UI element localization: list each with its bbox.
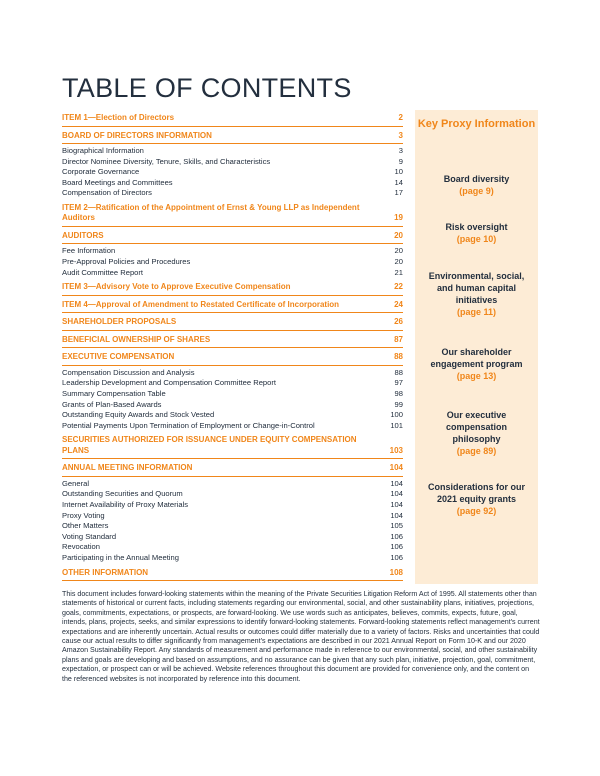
toc-entry-page: 17	[394, 188, 403, 198]
toc-section-title: SHAREHOLDER PROPOSALS	[62, 317, 177, 327]
toc-section	[62, 463, 403, 563]
toc-entry[interactable]	[62, 511, 403, 522]
sidebar-item-label: Our executive compensation philosophy	[445, 410, 507, 444]
sidebar-item-label: Our shareholder engagement program	[430, 347, 523, 369]
toc-section	[62, 317, 403, 331]
toc-section	[62, 568, 403, 582]
table-of-contents	[62, 113, 403, 585]
toc-entry[interactable]	[62, 421, 403, 432]
toc-section-title: ANNUAL MEETING INFORMATION	[62, 463, 193, 473]
toc-entry-page: 88	[394, 367, 403, 377]
key-proxy-sidebar	[415, 110, 538, 584]
toc-section	[62, 131, 403, 199]
sidebar-item-page: (page 89)	[456, 446, 497, 456]
toc-section-page: 108	[389, 567, 403, 577]
toc-section	[62, 113, 403, 127]
toc-section-title: OTHER INFORMATION	[62, 567, 149, 577]
toc-section-heading[interactable]	[62, 300, 403, 314]
toc-entry-page: 20	[394, 257, 403, 267]
toc-entry-page: 104	[390, 510, 403, 520]
sidebar-item-label: Considerations for our 2021 equity grants	[427, 482, 525, 504]
toc-entry-label: Fee Information	[62, 246, 116, 256]
toc-entry[interactable]	[62, 178, 403, 189]
page-title: TABLE OF CONTENTS	[62, 73, 352, 103]
toc-section-heading[interactable]	[62, 317, 403, 331]
toc-entry-label: Internet Availability of Proxy Materials	[62, 500, 189, 509]
toc-entry[interactable]	[62, 268, 403, 279]
toc-entry[interactable]	[62, 410, 403, 421]
toc-section-heading[interactable]	[62, 463, 403, 477]
toc-section-title: SECURITIES AUTHORIZED FOR ISSUANCE UNDER EQUITY COMPENSATION PLANS	[62, 435, 357, 455]
sidebar-item-label: Board diversity	[443, 174, 510, 184]
toc-section-title: ITEM 4—Approval of Amendment to Restated Certificate of Incorporation	[62, 299, 340, 309]
toc-section-page: 19	[394, 213, 403, 223]
toc-entry-page: 105	[390, 521, 403, 531]
toc-entry[interactable]	[62, 146, 403, 157]
toc-section-page: 104	[389, 463, 403, 473]
toc-section	[62, 335, 403, 349]
toc-entry-label: Outstanding Equity Awards and Stock Vested	[62, 410, 215, 420]
toc-entry-page: 104	[390, 489, 403, 499]
toc-entry[interactable]	[62, 368, 403, 379]
sidebar-item-page: (page 9)	[459, 186, 494, 196]
toc-entry[interactable]	[62, 500, 403, 511]
toc-entry[interactable]	[62, 188, 403, 199]
toc-entry[interactable]	[62, 532, 403, 543]
sidebar-item-label: Risk oversight	[445, 222, 508, 232]
toc-entry[interactable]	[62, 389, 403, 400]
toc-entry-label: Audit Committee Report	[62, 267, 144, 277]
toc-entry-label: Compensation of Directors	[62, 188, 152, 198]
toc-section-heading[interactable]	[62, 131, 403, 145]
toc-section-page: 26	[394, 317, 403, 327]
toc-entry[interactable]	[62, 400, 403, 411]
toc-section-heading[interactable]	[62, 282, 403, 296]
toc-entry[interactable]	[62, 257, 403, 268]
toc-section	[62, 352, 403, 431]
toc-entry[interactable]	[62, 167, 403, 178]
toc-section-title: ITEM 2—Ratification of the Appointment of Ernst & Young LLP as Independent Auditors	[62, 202, 360, 223]
toc-entry-label: Potential Payments Upon Termination of Employment or Change-in-Control	[62, 420, 315, 430]
toc-entry-page: 104	[390, 500, 403, 509]
toc-entry-label: Revocation	[62, 542, 100, 552]
toc-entry-page: 97	[394, 378, 403, 388]
toc-entry-label: Pre-Approval Policies and Procedures	[62, 257, 191, 267]
toc-section-title: EXECUTIVE COMPENSATION	[62, 352, 175, 362]
toc-entry-label: Outstanding Securities and Quorum	[62, 489, 183, 499]
toc-entry-page: 14	[394, 177, 403, 187]
sidebar-item-page: (page 13)	[456, 371, 497, 381]
toc-entry-page: 21	[394, 267, 403, 277]
toc-entry-page: 106	[390, 531, 403, 541]
toc-entry-label: Proxy Voting	[62, 510, 105, 520]
toc-section-page: 87	[394, 334, 403, 344]
toc-section-page: 88	[394, 352, 403, 362]
toc-section	[62, 231, 403, 278]
toc-entry[interactable]	[62, 553, 403, 564]
toc-section-page: 22	[394, 282, 403, 292]
sidebar-title: Key Proxy Information	[417, 118, 536, 130]
toc-section-heading[interactable]	[62, 335, 403, 349]
toc-section-title: BOARD OF DIRECTORS INFORMATION	[62, 130, 212, 140]
toc-entry-label: Leadership Development and Compensation Committee Report	[62, 378, 277, 388]
toc-entry-label: General	[62, 478, 90, 488]
toc-entry-label: Biographical Information	[62, 146, 144, 155]
toc-section-page: 24	[394, 299, 403, 309]
toc-section-heading[interactable]	[62, 113, 403, 127]
toc-entry-page: 99	[394, 399, 403, 409]
toc-entry[interactable]	[62, 542, 403, 553]
toc-section-heading[interactable]	[62, 568, 403, 582]
toc-entry-page: 104	[390, 478, 403, 488]
toc-section	[62, 300, 403, 314]
toc-section-page: 2	[398, 113, 403, 122]
toc-section	[62, 435, 403, 459]
toc-entry-page: 106	[390, 542, 403, 552]
toc-entry[interactable]	[62, 479, 403, 490]
toc-entry-page: 9	[398, 156, 403, 166]
sidebar-item-page: (page 11)	[456, 307, 496, 317]
toc-entry-label: Board Meetings and Committees	[62, 177, 173, 187]
toc-entry-page: 20	[394, 246, 403, 256]
sidebar-item-risk-oversight[interactable]	[415, 221, 538, 245]
sidebar-item-label: Environmental, social, and human capital initiatives	[428, 271, 525, 305]
toc-section-title: AUDITORS	[62, 230, 104, 240]
forward-looking-disclaimer: This document includes forward-looking statements within the meaning of the Private Securities Litigation Reform Act of 1995. All statements other than statements of historical or current facts, including statements regarding our environmental, social, and other sustainability plans, initiatives, projections, goals, commitments, expectations, or prospects, are forward-looking. We use words such as anticipates, believes, commits, expects, future, goal, intends, plans, projects, seeks, and similar expressions to identify forward-looking statements. Forward-looking statements reflect management's current expectations and are inherently uncertain. Actual results or outcomes could differ materially due to a variety of factors. Risks and uncertainties that could cause our actual results to differ significantly from management's expectations are described in our 2021 Annual Report on Form 10-K and our 2020 Amazon Sustainability Report. Any standards of measurement and performance made in reference to our environmental, social, and other sustainability plans and goals are developing and based on assumptions, and no assurance can be given that any such plan, initiative, projection, goal, commitment, expectation, or prospect can or will be achieved. Website references throughout this document are provided for convenience only, and the content on the referenced websites is not incorporated by reference into this document.	[62, 590, 540, 683]
toc-section-page: 3	[398, 130, 403, 140]
toc-entry-page: 3	[398, 146, 403, 155]
toc-entry[interactable]	[62, 157, 403, 168]
sidebar-item-executive-compensation[interactable]	[415, 409, 538, 457]
toc-entry-label: Grants of Plan-Based Awards	[62, 399, 162, 409]
toc-entry-label: Other Matters	[62, 521, 109, 531]
toc-section-title: ITEM 1—Election of Directors	[62, 113, 175, 122]
toc-entry-page: 98	[394, 388, 403, 398]
toc-entry-label: Summary Compensation Table	[62, 388, 166, 398]
sidebar-item-board-diversity[interactable]	[415, 173, 538, 197]
toc-section-page: 103	[389, 445, 403, 455]
toc-section-heading[interactable]	[62, 352, 403, 366]
toc-section-heading[interactable]	[62, 435, 403, 459]
toc-entry-label: Voting Standard	[62, 531, 117, 541]
toc-section	[62, 203, 403, 227]
toc-entry-label: Participating in the Annual Meeting	[62, 552, 179, 562]
toc-entry-page: 106	[390, 552, 403, 562]
toc-entry[interactable]	[62, 246, 403, 257]
toc-entry-page: 100	[390, 410, 403, 420]
toc-section	[62, 282, 403, 296]
sidebar-item-shareholder-engagement[interactable]	[415, 346, 538, 382]
toc-entry-label: Director Nominee Diversity, Tenure, Skills, and Characteristics	[62, 156, 271, 166]
toc-entry-page: 10	[394, 167, 403, 177]
toc-entry[interactable]	[62, 489, 403, 500]
toc-entry-page: 101	[390, 420, 403, 430]
toc-section-heading[interactable]	[62, 203, 403, 227]
sidebar-item-page: (page 10)	[456, 234, 497, 244]
toc-section-heading[interactable]	[62, 231, 403, 245]
toc-entry-label: Corporate Governance	[62, 167, 140, 177]
toc-entry-label: Compensation Discussion and Analysis	[62, 367, 195, 377]
toc-entry[interactable]	[62, 378, 403, 389]
sidebar-item-equity-grants[interactable]	[415, 481, 538, 517]
toc-entry[interactable]	[62, 521, 403, 532]
sidebar-item-esg-initiatives[interactable]	[415, 270, 538, 318]
toc-section-page: 20	[394, 230, 403, 240]
toc-section-title: BENEFICIAL OWNERSHIP OF SHARES	[62, 334, 211, 344]
toc-section-title: ITEM 3—Advisory Vote to Approve Executive Compensation	[62, 282, 291, 292]
sidebar-item-page: (page 92)	[456, 506, 497, 516]
